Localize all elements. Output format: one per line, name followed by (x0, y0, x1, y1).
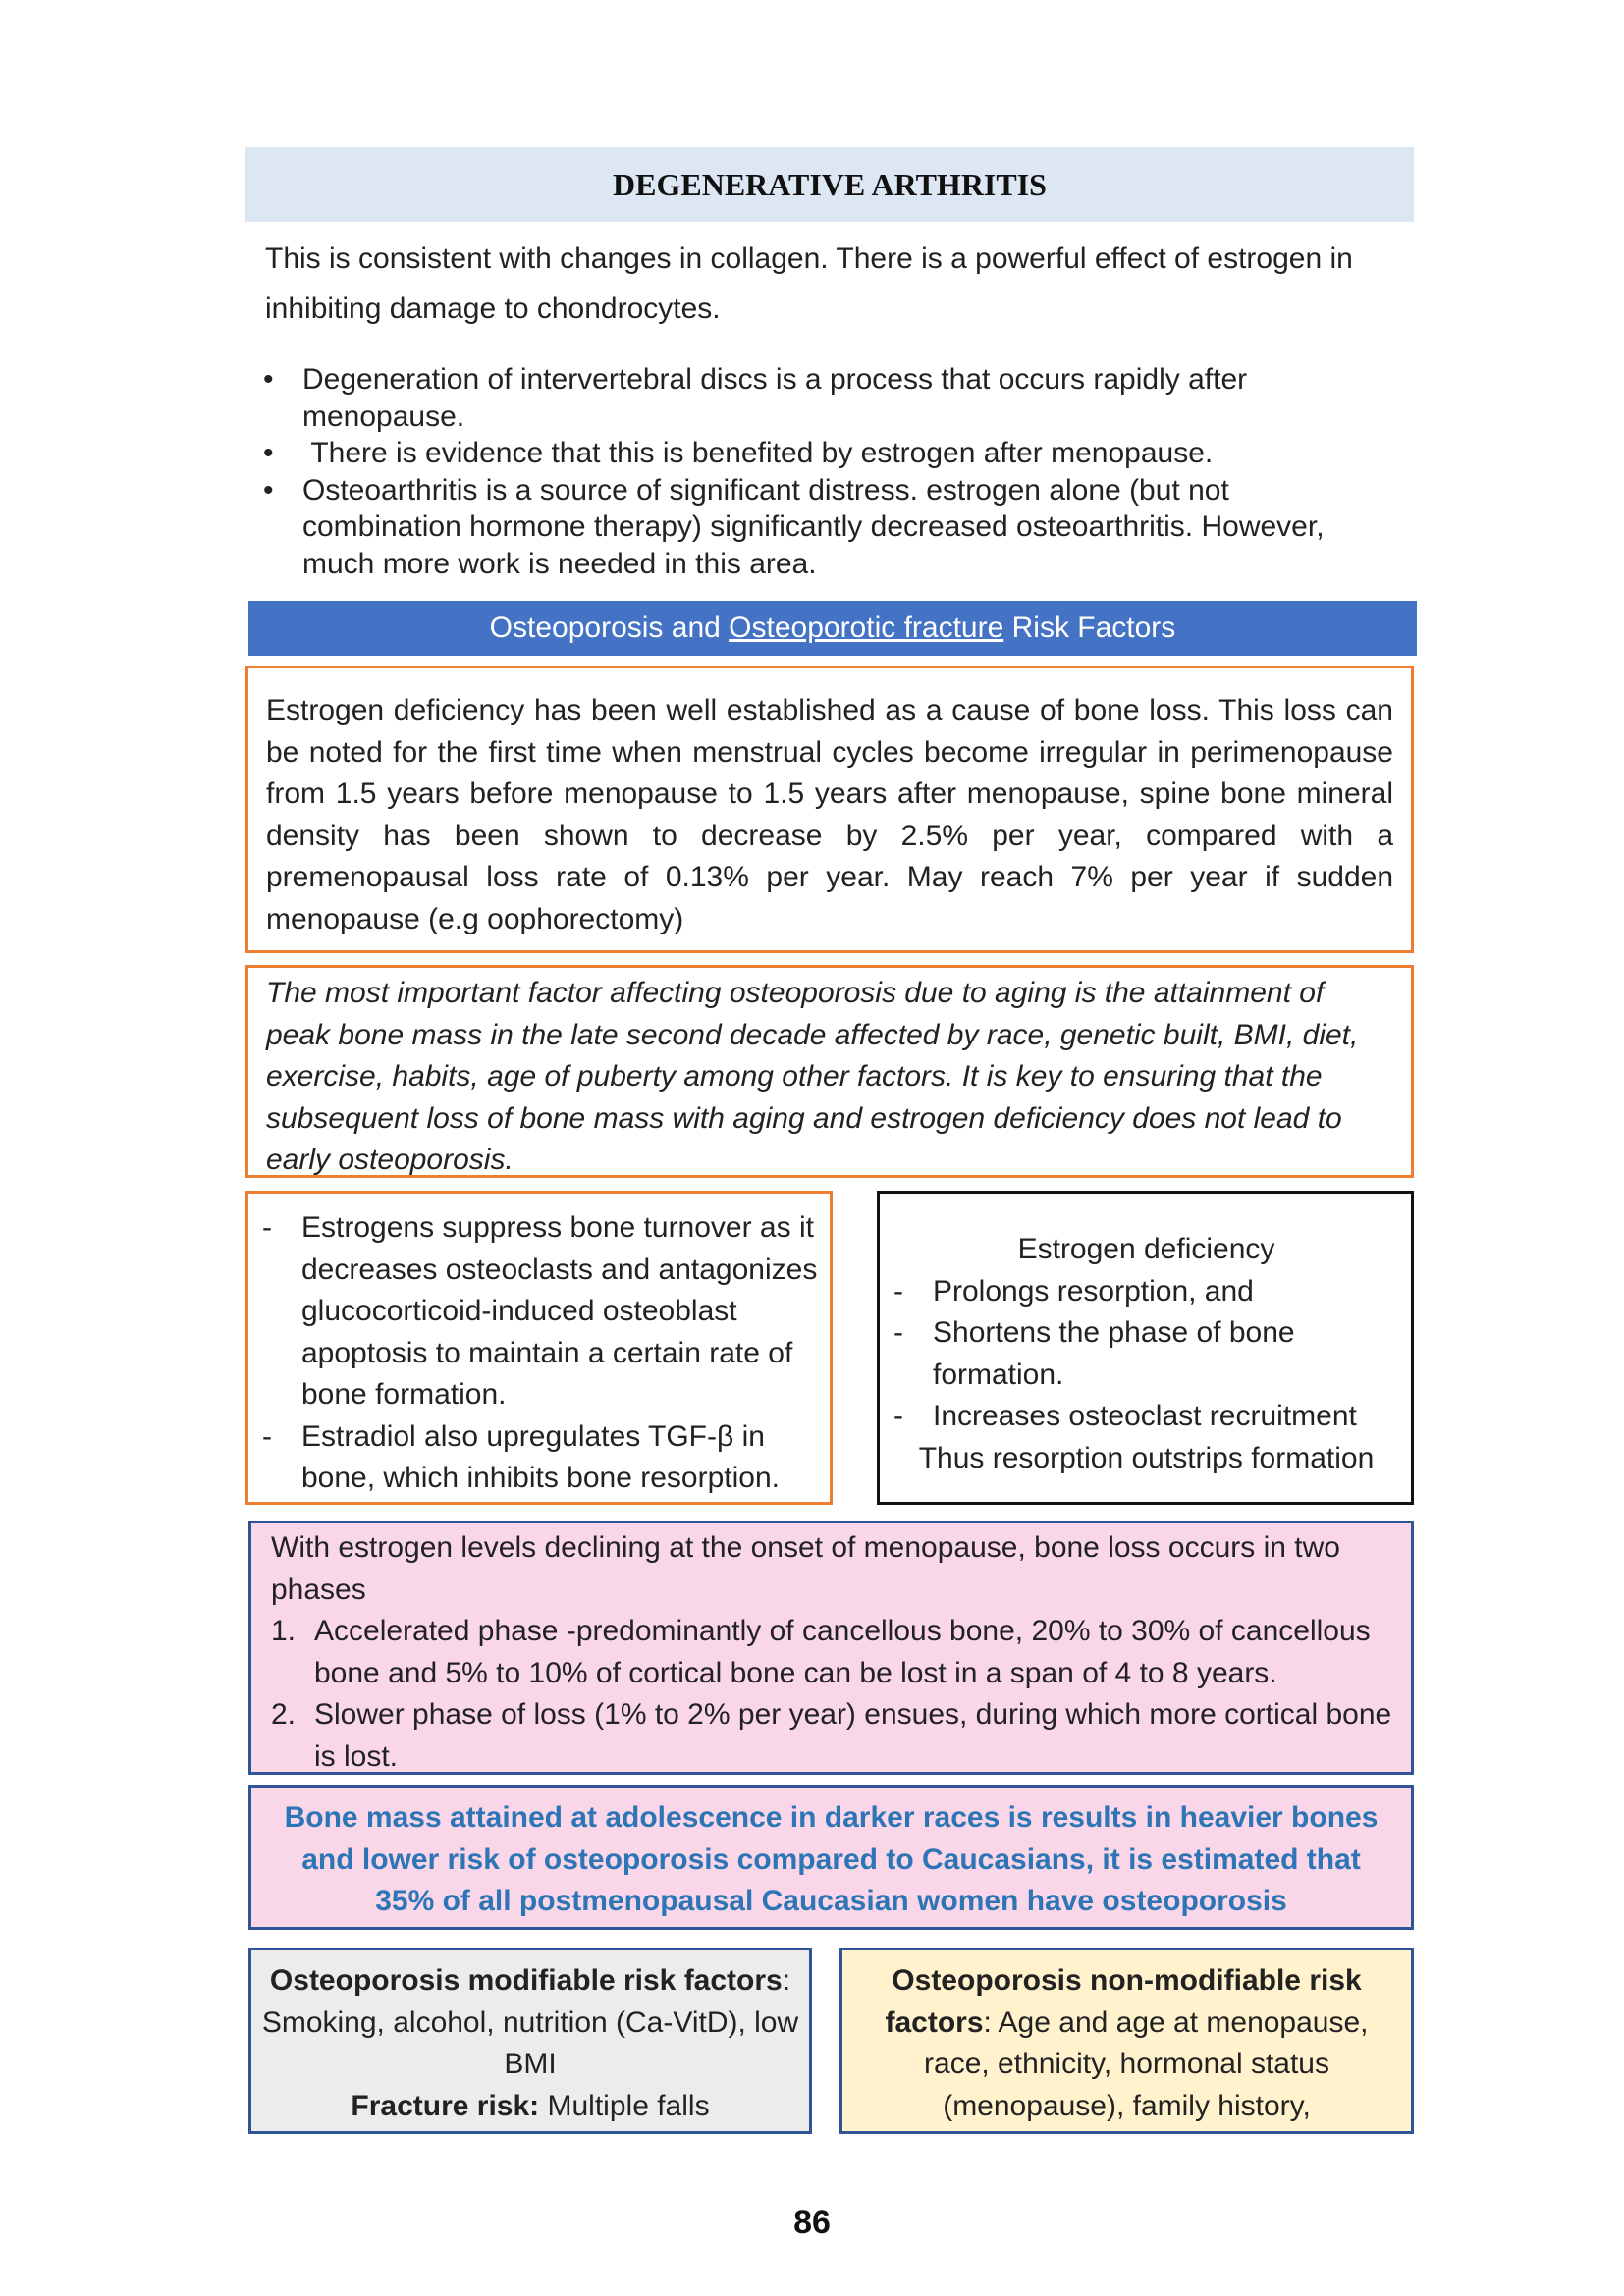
arthritis-bullet-list (263, 361, 1392, 582)
race-bone-mass-box: Bone mass attained at adolescence in darker races is results in heavier bones and lower risk of osteoporosis compared to Caucasians, it is estimated that 35% of all postmenopausal Caucasian women have osteoporosis (248, 1785, 1414, 1930)
dash-icon: - (893, 1316, 903, 1349)
list-item-text: There is evidence that this is benefited by estrogen after menopause. (302, 437, 1214, 469)
list-item-text: Prolongs resorption, and (933, 1274, 1254, 1308)
dash-icon: - (893, 1400, 903, 1432)
dash-icon: - (262, 1211, 272, 1244)
list-number: 1. (271, 1615, 297, 1647)
bullet-icon: • (263, 363, 274, 396)
dash-icon: - (262, 1419, 272, 1453)
list-item (271, 1611, 1393, 1694)
non-modifiable-factors-text: : Age and age at menopause, race, ethnicity, hormonal status (menopause), family history, (924, 2005, 1369, 2122)
section-heading-suffix: Risk Factors (1003, 612, 1176, 644)
modifiable-factors-text: Smoking, alcohol, nutrition (Ca-VitD), low BMI (261, 2005, 799, 2080)
modifiable-risk-factors-box (248, 1948, 812, 2134)
bone-loss-phases-list (271, 1611, 1393, 1778)
fracture-risk-text: Multiple falls (539, 2089, 710, 2122)
fracture-risk-line (261, 2086, 799, 2128)
page-number: 86 (793, 2204, 831, 2241)
list-number: 2. (271, 1698, 297, 1731)
fracture-risk-label: Fracture risk: (351, 2089, 540, 2122)
modifiable-heading-line (261, 1960, 799, 2002)
modifiable-heading: Osteoporosis modifiable risk factors (269, 1964, 783, 1997)
list-item-text: Degeneration of intervertebral discs is a process that occurs rapidly after menopause. (302, 363, 1248, 433)
section-heading (248, 601, 1417, 656)
list-item (893, 1396, 1399, 1438)
modifiable-heading-colon: : (782, 1964, 791, 1997)
section-heading-prefix: Osteoporosis and (489, 612, 730, 644)
osteoporotic-fracture-link[interactable]: Osteoporotic fracture (729, 612, 1004, 644)
dash-icon: - (893, 1274, 903, 1308)
estrogen-effects-box (245, 1191, 833, 1505)
list-item (893, 1312, 1399, 1396)
list-item (263, 361, 1392, 435)
bone-loss-phases-box (248, 1521, 1414, 1775)
peak-bone-mass-text: The most important factor affecting osteoporosis due to aging is the attainment of peak bone mass in the late second decade affected by race, genetic built, BMI, diet, exercise, habits, age of puberty among other factors. It is key to ensuring that the subsequent loss of bone mass with aging and estrogen deficiency does not lead to early osteoporosis. (266, 977, 1359, 1176)
list-item (262, 1207, 820, 1416)
estrogen-effects-list (262, 1207, 820, 1500)
intro-paragraph: This is consistent with changes in collagen. There is a powerful effect of estrogen in inhibiting damage to chondrocytes. (265, 242, 1353, 325)
page-title: DEGENERATIVE ARTHRITIS (245, 147, 1414, 222)
list-item-text: Increases osteoclast recruitment (933, 1400, 1357, 1432)
bullet-icon: • (263, 437, 274, 469)
box-heading: Estrogen deficiency (1017, 1233, 1275, 1265)
list-item (271, 1694, 1393, 1778)
list-item-text: Shortens the phase of bone formation. (933, 1316, 1295, 1391)
list-item (893, 1271, 1399, 1313)
peak-bone-mass-box (245, 965, 1414, 1178)
list-item-text: Slower phase of loss (1% to 2% per year) ensues, during which more cortical bone is lost. (314, 1698, 1392, 1773)
list-item-text: Estradiol also upregulates TGF-β in bone, which inhibits bone resorption. (301, 1419, 780, 1494)
list-item-text: Accelerated phase -predominantly of cancellous bone, 20% to 30% of cancellous bone and 5% to 10% of cortical bone can be lost in a span of 4 to 8 years. (314, 1615, 1371, 1689)
estrogen-deficiency-effects-box (877, 1191, 1414, 1505)
list-item (262, 1416, 820, 1500)
deficiency-effects-list (893, 1271, 1399, 1438)
bone-loss-intro: With estrogen levels declining at the onset of menopause, bone loss occurs in two phases (271, 1531, 1340, 1606)
non-modifiable-risk-factors-box (839, 1948, 1414, 2134)
non-modifiable-heading: Osteoporosis non-modifiable risk factors (885, 1964, 1362, 2039)
list-item (263, 435, 1392, 472)
list-item (263, 472, 1392, 583)
list-item-text: Osteoarthritis is a source of significant distress. estrogen alone (but not combination hormone therapy) significantly decreased osteoarthritis. However, much more work is needed in this area. (302, 473, 1325, 580)
estrogen-deficiency-text: Estrogen deficiency has been well established as a cause of bone loss. This loss can be noted for the first time when menstrual cycles become irregular in perimenopause from 1.5 years before menopause to 1.5 years after menopause, spine bone mineral density has been shown to decrease by 2.5% per year, compared with a premenopausal loss rate of 0.13% per year. May reach 7% per year if sudden menopause (e.g oophorectomy) (266, 694, 1393, 935)
list-item-text: Estrogens suppress bone turnover as it decreases osteoclasts and antagonizes glucocorticoid-induced osteoblast apoptosis to maintain a certain rate of bone formation. (301, 1211, 818, 1411)
bullet-icon: • (263, 473, 274, 507)
estrogen-deficiency-box (245, 666, 1414, 953)
box-footer: Thus resorption outstrips formation (918, 1441, 1375, 1474)
